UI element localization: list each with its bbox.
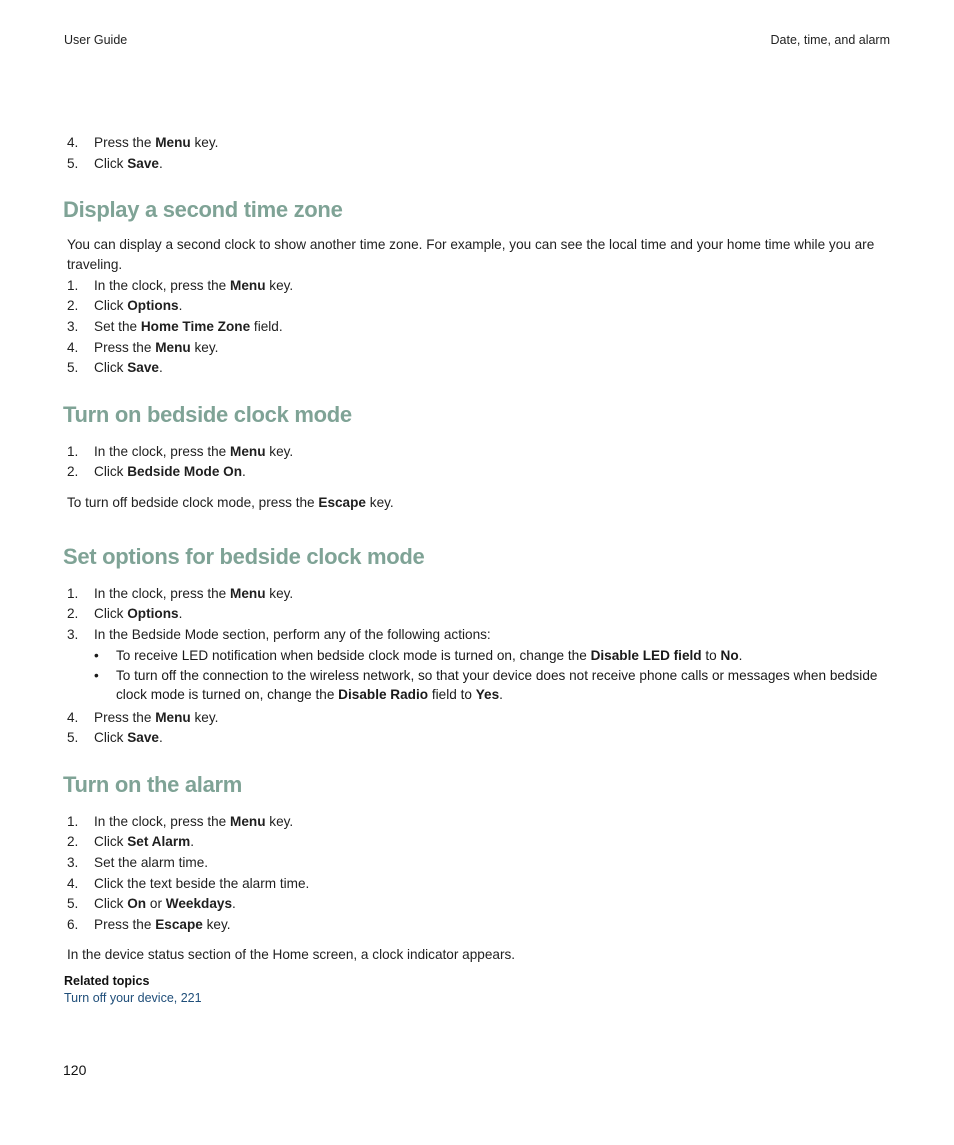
step-item: 1. In the clock, press the Menu key. (67, 278, 294, 293)
intro-paragraph: You can display a second clock to show another time zone. For example, you can see the local time and your home time while you are (67, 237, 875, 252)
step-item: 5. Click Save. (67, 156, 163, 171)
step-item: 3. Set the Home Time Zone field. (67, 319, 283, 334)
step-item: 5. Click Save. (67, 360, 163, 375)
note-paragraph: In the device status section of the Home screen, a clock indicator appears. (67, 947, 516, 962)
running-header-right: Date, time, and alarm (770, 33, 890, 47)
section-heading: Turn on the alarm (63, 772, 243, 797)
step-item: 4. Click the text beside the alarm time. (67, 876, 310, 891)
step-item: 5. Click Save. (67, 730, 163, 745)
step-item: 4. Press the Menu key. (67, 135, 219, 150)
intro-paragraph-cont: traveling. (67, 257, 123, 272)
step-item: 3. Set the alarm time. (67, 855, 209, 870)
step-item: 2. Click Options. (67, 298, 183, 313)
step-item: 4. Press the Menu key. (67, 340, 219, 355)
step-item: 1. In the clock, press the Menu key. (67, 444, 294, 459)
bullet-item: • To turn off the connection to the wireless network, so that your device does not receive phone calls or messages when bedside (94, 668, 878, 683)
related-topic-link[interactable]: Turn off your device, 221 (64, 991, 202, 1005)
step-item: 4. Press the Menu key. (67, 710, 219, 725)
step-item: 6. Press the Escape key. (67, 917, 231, 932)
section-heading: Turn on bedside clock mode (63, 402, 352, 427)
bullet-item-cont: clock mode is turned on, change the Disable Radio field to Yes. (116, 687, 503, 702)
bullet-item: • To receive LED notification when bedside clock mode is turned on, change the Disable LED field to No. (94, 648, 743, 663)
page-number: 120 (63, 1062, 87, 1078)
step-item: 3. In the Bedside Mode section, perform any of the following actions: (67, 627, 491, 642)
section-heading: Display a second time zone (63, 197, 343, 222)
note-paragraph: To turn off bedside clock mode, press the Escape key. (67, 495, 394, 510)
step-item: 2. Click Bedside Mode On. (67, 464, 246, 479)
related-topics-title: Related topics (64, 974, 150, 988)
step-item: 1. In the clock, press the Menu key. (67, 586, 294, 601)
section-heading: Set options for bedside clock mode (63, 544, 425, 569)
step-item: 5. Click On or Weekdays. (67, 896, 236, 911)
step-item: 1. In the clock, press the Menu key. (67, 814, 294, 829)
step-item: 2. Click Options. (67, 606, 183, 621)
running-header-left: User Guide (64, 33, 128, 47)
step-item: 2. Click Set Alarm. (67, 834, 194, 849)
